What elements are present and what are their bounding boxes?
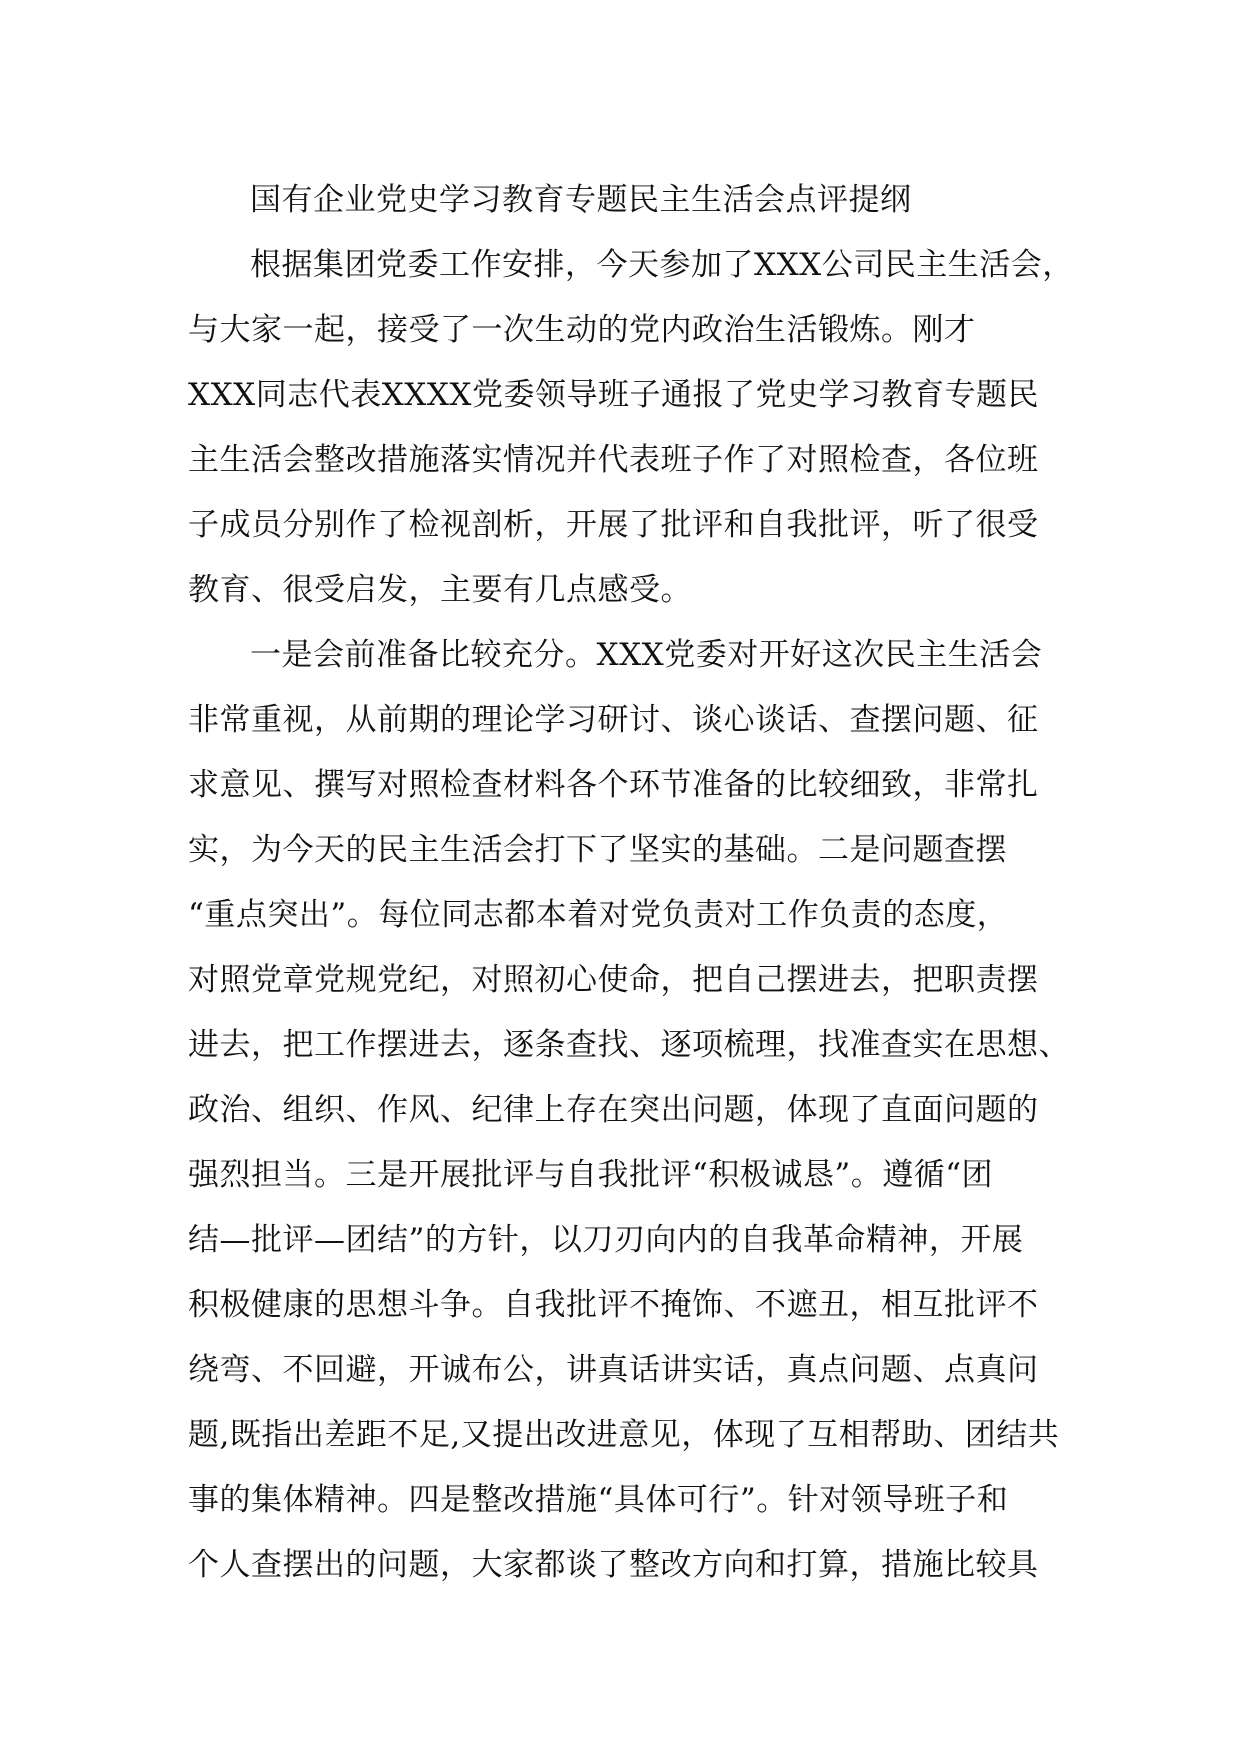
paragraph-line: 子成员分别作了检视剖析，开展了批评和自我批评，听了很受 <box>188 507 1039 543</box>
document-title: 国有企业党史学习教育专题民主生活会点评提纲 <box>250 182 912 218</box>
paragraph-line: 题,既指出差距不足,又提出改进意见，体现了互相帮助、团结共 <box>188 1417 1060 1453</box>
paragraph-line: 对照党章党规党纪，对照初心使命，把自己摆进去，把职责摆 <box>188 962 1039 998</box>
paragraph-line: 事的集体精神。四是整改措施“具体可行”。针对领导班子和 <box>188 1482 1009 1518</box>
paragraph-line: 进去，把工作摆进去，逐条查找、逐项梳理，找准查实在思想、 <box>188 1027 1070 1063</box>
paragraph-line: 个人查摆出的问题，大家都谈了整改方向和打算，措施比较具 <box>188 1547 1039 1583</box>
paragraph-line: XXX同志代表XXXX党委领导班子通报了党史学习教育专题民 <box>188 377 1039 413</box>
paragraph-line: 非常重视，从前期的理论学习研讨、谈心谈话、查摆问题、征 <box>188 702 1039 738</box>
paragraph-line: 与大家一起，接受了一次生动的党内政治生活锻炼。刚才 <box>188 312 976 348</box>
paragraph-line: 教育、很受启发，主要有几点感受。 <box>188 572 692 608</box>
paragraph-2 <box>188 623 1078 1598</box>
paragraph-line: 实，为今天的民主生活会打下了坚实的基础。二是问题查摆 <box>188 832 1007 868</box>
paragraph-line: 绕弯、不回避，开诚布公，讲真话讲实话，真点问题、点真问 <box>188 1352 1039 1388</box>
paragraph-line: 结—批评—团结”的方针，以刀刃向内的自我革命精神，开展 <box>188 1222 1024 1258</box>
document-body <box>188 168 1078 1598</box>
paragraph-line: 一是会前准备比较充分。XXX党委对开好这次民主生活会 <box>250 637 1043 673</box>
paragraph-line: 求意见、撰写对照检查材料各个环节准备的比较细致，非常扎 <box>188 767 1039 803</box>
paragraph-line: 政治、组织、作风、纪律上存在突出问题，体现了直面问题的 <box>188 1092 1039 1128</box>
paragraph-1 <box>188 233 1078 623</box>
paragraph-line: 根据集团党委工作安排，今天参加了XXX公司民主生活会， <box>250 247 1074 283</box>
paragraph-line: “重点突出”。每位同志都本着对党负责对工作负责的态度， <box>188 897 1009 933</box>
paragraph-line: 强烈担当。三是开展批评与自我批评“积极诚恳”。遵循“团 <box>188 1157 994 1193</box>
paragraph-line: 主生活会整改措施落实情况并代表班子作了对照检查，各位班 <box>188 442 1039 478</box>
paragraph-line: 积极健康的思想斗争。自我批评不掩饰、不遮丑，相互批评不 <box>188 1287 1039 1323</box>
